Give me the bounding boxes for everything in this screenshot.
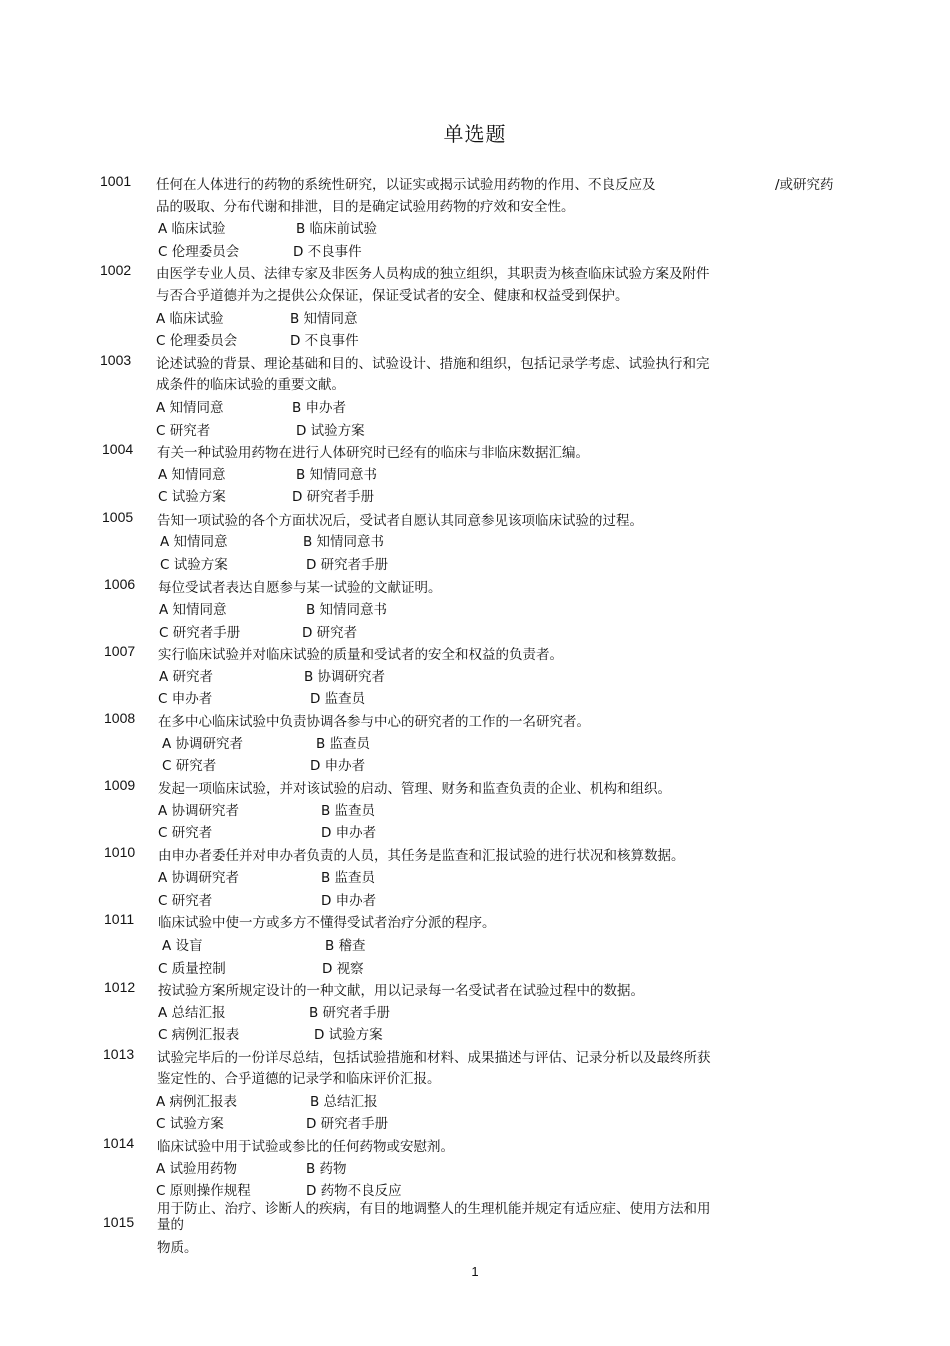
- option-c: C 研究者: [158, 893, 213, 909]
- option-c: C 研究者: [162, 758, 217, 774]
- option-d: D 研究者: [302, 625, 358, 641]
- question-text: 鉴定性的、合乎道德的记录学和临床评价汇报。: [157, 1071, 441, 1087]
- option-d: D 视察: [322, 961, 364, 977]
- question-number: 1014: [103, 1135, 135, 1151]
- option-a: A 知情同意: [160, 534, 228, 550]
- question-text: 与否合乎道德并为之提供公众保证，保证受试者的安全、健康和权益受到保护。: [156, 288, 629, 304]
- option-b: B 知情同意书: [303, 534, 385, 550]
- question-text: /或研究药: [775, 177, 834, 193]
- option-c: C 伦理委员会: [158, 244, 240, 260]
- question-number: 1006: [104, 576, 136, 592]
- option-d: D 研究者手册: [292, 489, 375, 505]
- option-d: D 监查员: [310, 691, 366, 707]
- option-d: D 研究者手册: [306, 557, 389, 573]
- question-text: 物质。: [157, 1240, 198, 1256]
- option-a: A 临床试验: [156, 311, 224, 327]
- option-d: D 申办者: [321, 893, 377, 909]
- option-a: A 总结汇报: [158, 1005, 226, 1021]
- option-c: C 申办者: [158, 691, 213, 707]
- option-a: A 病例汇报表: [156, 1094, 238, 1110]
- option-a: A 试验用药物: [156, 1161, 238, 1177]
- question-text: 临床试验中使一方或多方不懂得受试者治疗分派的程序。: [158, 915, 496, 931]
- question-number: 1012: [104, 979, 136, 995]
- option-d: D 试验方案: [296, 423, 365, 439]
- option-b: B 监查员: [321, 870, 376, 886]
- option-b: B 知情同意书: [296, 467, 378, 483]
- question-number: 1009: [104, 777, 136, 793]
- question-text: 有关一种试验用药物在进行人体研究时已经有的临床与非临床数据汇编。: [157, 445, 589, 461]
- option-c: C 研究者手册: [159, 625, 241, 641]
- question-text: 论述试验的背景、理论基础和目的、试验设计、措施和组织，包括记录学考虑、试验执行和完: [156, 356, 710, 372]
- option-c: C 研究者: [156, 423, 211, 439]
- option-d: D 研究者手册: [306, 1116, 389, 1132]
- question-text: 在多中心临床试验中负责协调各参与中心的研究者的工作的一名研究者。: [158, 714, 590, 730]
- option-c: C 病例汇报表: [158, 1027, 240, 1043]
- option-c: C 研究者: [158, 825, 213, 841]
- question-number: 1011: [104, 911, 135, 927]
- question-text: 发起一项临床试验，并对该试验的启动、管理、财务和监查负责的企业、机构和组织。: [158, 781, 671, 797]
- question-number: 1013: [103, 1046, 135, 1062]
- option-c: C 伦理委员会: [156, 333, 238, 349]
- question-number: 1010: [104, 844, 136, 860]
- option-a: A 协调研究者: [158, 870, 240, 886]
- option-c: C 试验方案: [160, 557, 228, 573]
- question-number: 1002: [100, 262, 132, 278]
- option-c: C 试验方案: [156, 1116, 224, 1132]
- option-a: A 协调研究者: [158, 803, 240, 819]
- option-b: B 协调研究者: [304, 669, 386, 685]
- question-text: 成条件的临床试验的重要文献。: [156, 377, 345, 393]
- option-a: A 临床试验: [158, 221, 226, 237]
- option-d: D 试验方案: [314, 1027, 383, 1043]
- question-text: 品的吸取、分布代谢和排泄，目的是确定试验用药物的疗效和安全性。: [156, 199, 575, 215]
- question-text: 试验完毕后的一份详尽总结，包括试验措施和材料、成果描述与评估、记录分析以及最终所获: [157, 1050, 711, 1066]
- option-a: A 知情同意: [159, 602, 227, 618]
- option-b: B 知情同意: [290, 311, 358, 327]
- question-number: 1001: [100, 173, 132, 189]
- option-a: A 设盲: [162, 938, 203, 954]
- question-text: 由医学专业人员、法律专家及非医务人员构成的独立组织，其职责为核查临床试验方案及附件: [156, 266, 710, 282]
- option-b: B 监查员: [321, 803, 376, 819]
- question-number: 1007: [104, 643, 136, 659]
- option-d: D 药物不良反应: [306, 1183, 402, 1199]
- question-number: 1004: [102, 441, 134, 457]
- option-c: C 原则操作规程: [156, 1183, 251, 1199]
- question-text: 量的: [157, 1217, 184, 1233]
- question-text: 用于防止、治疗、诊断人的疾病，有目的地调整人的生理机能并规定有适应症、使用方法和用: [157, 1201, 711, 1217]
- question-text: 任何在人体进行的药物的系统性研究，以证实或揭示试验用药物的作用、不良反应及: [156, 177, 656, 193]
- option-a: A 协调研究者: [162, 736, 244, 752]
- option-b: B 申办者: [292, 400, 347, 416]
- option-a: A 知情同意: [158, 467, 226, 483]
- option-b: B 研究者手册: [309, 1005, 391, 1021]
- option-b: B 临床前试验: [296, 221, 378, 237]
- option-a: A 知情同意: [156, 400, 224, 416]
- option-d: D 不良事件: [290, 333, 359, 349]
- question-text: 由申办者委任并对申办者负责的人员，其任务是监查和汇报试验的进行状况和核算数据。: [158, 848, 685, 864]
- option-a: A 研究者: [159, 669, 214, 685]
- option-b: B 总结汇报: [310, 1094, 378, 1110]
- option-b: B 监查员: [316, 736, 371, 752]
- option-d: D 不良事件: [293, 244, 362, 260]
- question-text: 临床试验中用于试验或参比的任何药物或安慰剂。: [157, 1139, 454, 1155]
- question-text: 按试验方案所规定设计的一种文献，用以记录每一名受试者在试验过程中的数据。: [158, 983, 644, 999]
- page-title: 单选题: [443, 122, 507, 146]
- question-text: 每位受试者表达自愿参与某一试验的文献证明。: [158, 580, 442, 596]
- option-b: B 稽查: [325, 938, 366, 954]
- question-number: 1005: [102, 509, 134, 525]
- question-number: 1015: [103, 1214, 135, 1230]
- option-b: B 知情同意书: [306, 602, 388, 618]
- question-text: 告知一项试验的各个方面状况后，受试者自愿认其同意参见该项临床试验的过程。: [157, 513, 643, 529]
- question-number: 1003: [100, 352, 132, 368]
- option-c: C 质量控制: [158, 961, 226, 977]
- option-d: D 申办者: [321, 825, 377, 841]
- page-number: 1: [471, 1264, 479, 1279]
- option-b: B 药物: [306, 1161, 347, 1177]
- option-c: C 试验方案: [158, 489, 226, 505]
- option-d: D 申办者: [310, 758, 366, 774]
- question-text: 实行临床试验并对临床试验的质量和受试者的安全和权益的负责者。: [158, 647, 563, 663]
- question-number: 1008: [104, 710, 136, 726]
